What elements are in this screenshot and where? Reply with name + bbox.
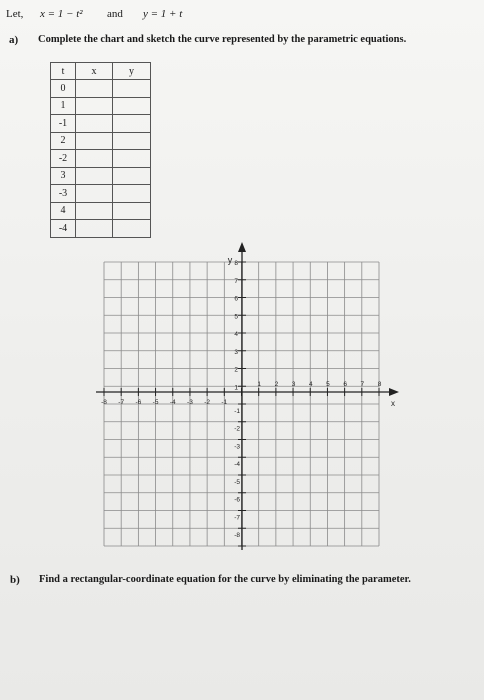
x-tick-label: -1: [221, 399, 228, 406]
x-tick-label: -3: [187, 399, 193, 406]
y-tick-label: -4: [234, 461, 240, 468]
x-tick-label: 3: [291, 381, 296, 388]
and-label: and: [107, 8, 123, 20]
x-tick-label: -5: [152, 399, 159, 406]
axes: [96, 242, 399, 550]
t-value-cell: 4: [51, 202, 76, 220]
column-header-x: x: [76, 63, 113, 80]
x-tick-label: -7: [118, 399, 125, 406]
x-tick-label: -2: [204, 399, 211, 406]
x-tick-label: 5: [326, 381, 330, 388]
y-tick-label: 6: [234, 295, 238, 303]
y-axis-arrow-icon: [238, 242, 246, 252]
y-tick-label: 3: [234, 348, 238, 356]
t-value-cell: 0: [51, 80, 76, 98]
y-tick-label: 8: [234, 260, 238, 267]
part-b-label: b): [10, 574, 20, 586]
y-tick-label: -7: [234, 514, 240, 522]
x-tick-label: -6: [135, 399, 142, 406]
y-tick-label: -6: [234, 496, 240, 504]
t-value-cell: 3: [51, 167, 76, 185]
column-header-t: t: [51, 63, 76, 80]
x-equation: x = 1 − t²: [40, 8, 83, 20]
y-axis-label: y: [227, 255, 233, 265]
x-tick-label: 2: [274, 381, 279, 388]
let-label: Let,: [6, 8, 24, 20]
part-a-label: a): [9, 34, 19, 46]
part-b-instruction: Find a rectangular-coordinate equation for the curve by eliminating the parameter.: [39, 574, 411, 585]
x-tick-label: 4: [308, 381, 313, 388]
t-value-cell: -1: [51, 115, 76, 133]
y-tick-label: 4: [234, 331, 238, 338]
t-value-cell: -2: [51, 150, 76, 168]
part-a-instruction: Complete the chart and sketch the curve represented by the parametric equations.: [38, 34, 407, 45]
x-axis-arrow-icon: [389, 388, 399, 396]
t-value-cell: -4: [51, 220, 76, 238]
column-header-y: y: [113, 63, 151, 80]
y-tick-label: -5: [234, 478, 240, 486]
y-tick-label: 2: [234, 366, 238, 374]
t-value-cell: 1: [51, 97, 76, 115]
x-tick-label: 8: [377, 381, 382, 388]
y-tick-label: 7: [234, 277, 238, 285]
x-tick-label: 6: [343, 381, 347, 388]
y-equation: y = 1 + t: [143, 8, 183, 20]
x-tick-label: -8: [101, 399, 107, 406]
x-tick-label: 1: [257, 381, 261, 388]
t-value-cell: -3: [51, 185, 76, 203]
y-tick-label: 1: [234, 384, 238, 392]
y-tick-label: -3: [234, 443, 240, 451]
y-tick-label: 5: [234, 313, 238, 321]
t-value-cell: 2: [51, 132, 76, 150]
x-tick-label: 7: [360, 381, 365, 388]
y-tick-label: -1: [234, 407, 240, 415]
y-tick-label: -2: [234, 425, 240, 433]
x-tick-label: -4: [169, 399, 176, 406]
x-axis-label: x: [391, 399, 395, 408]
y-tick-label: -8: [234, 532, 240, 539]
